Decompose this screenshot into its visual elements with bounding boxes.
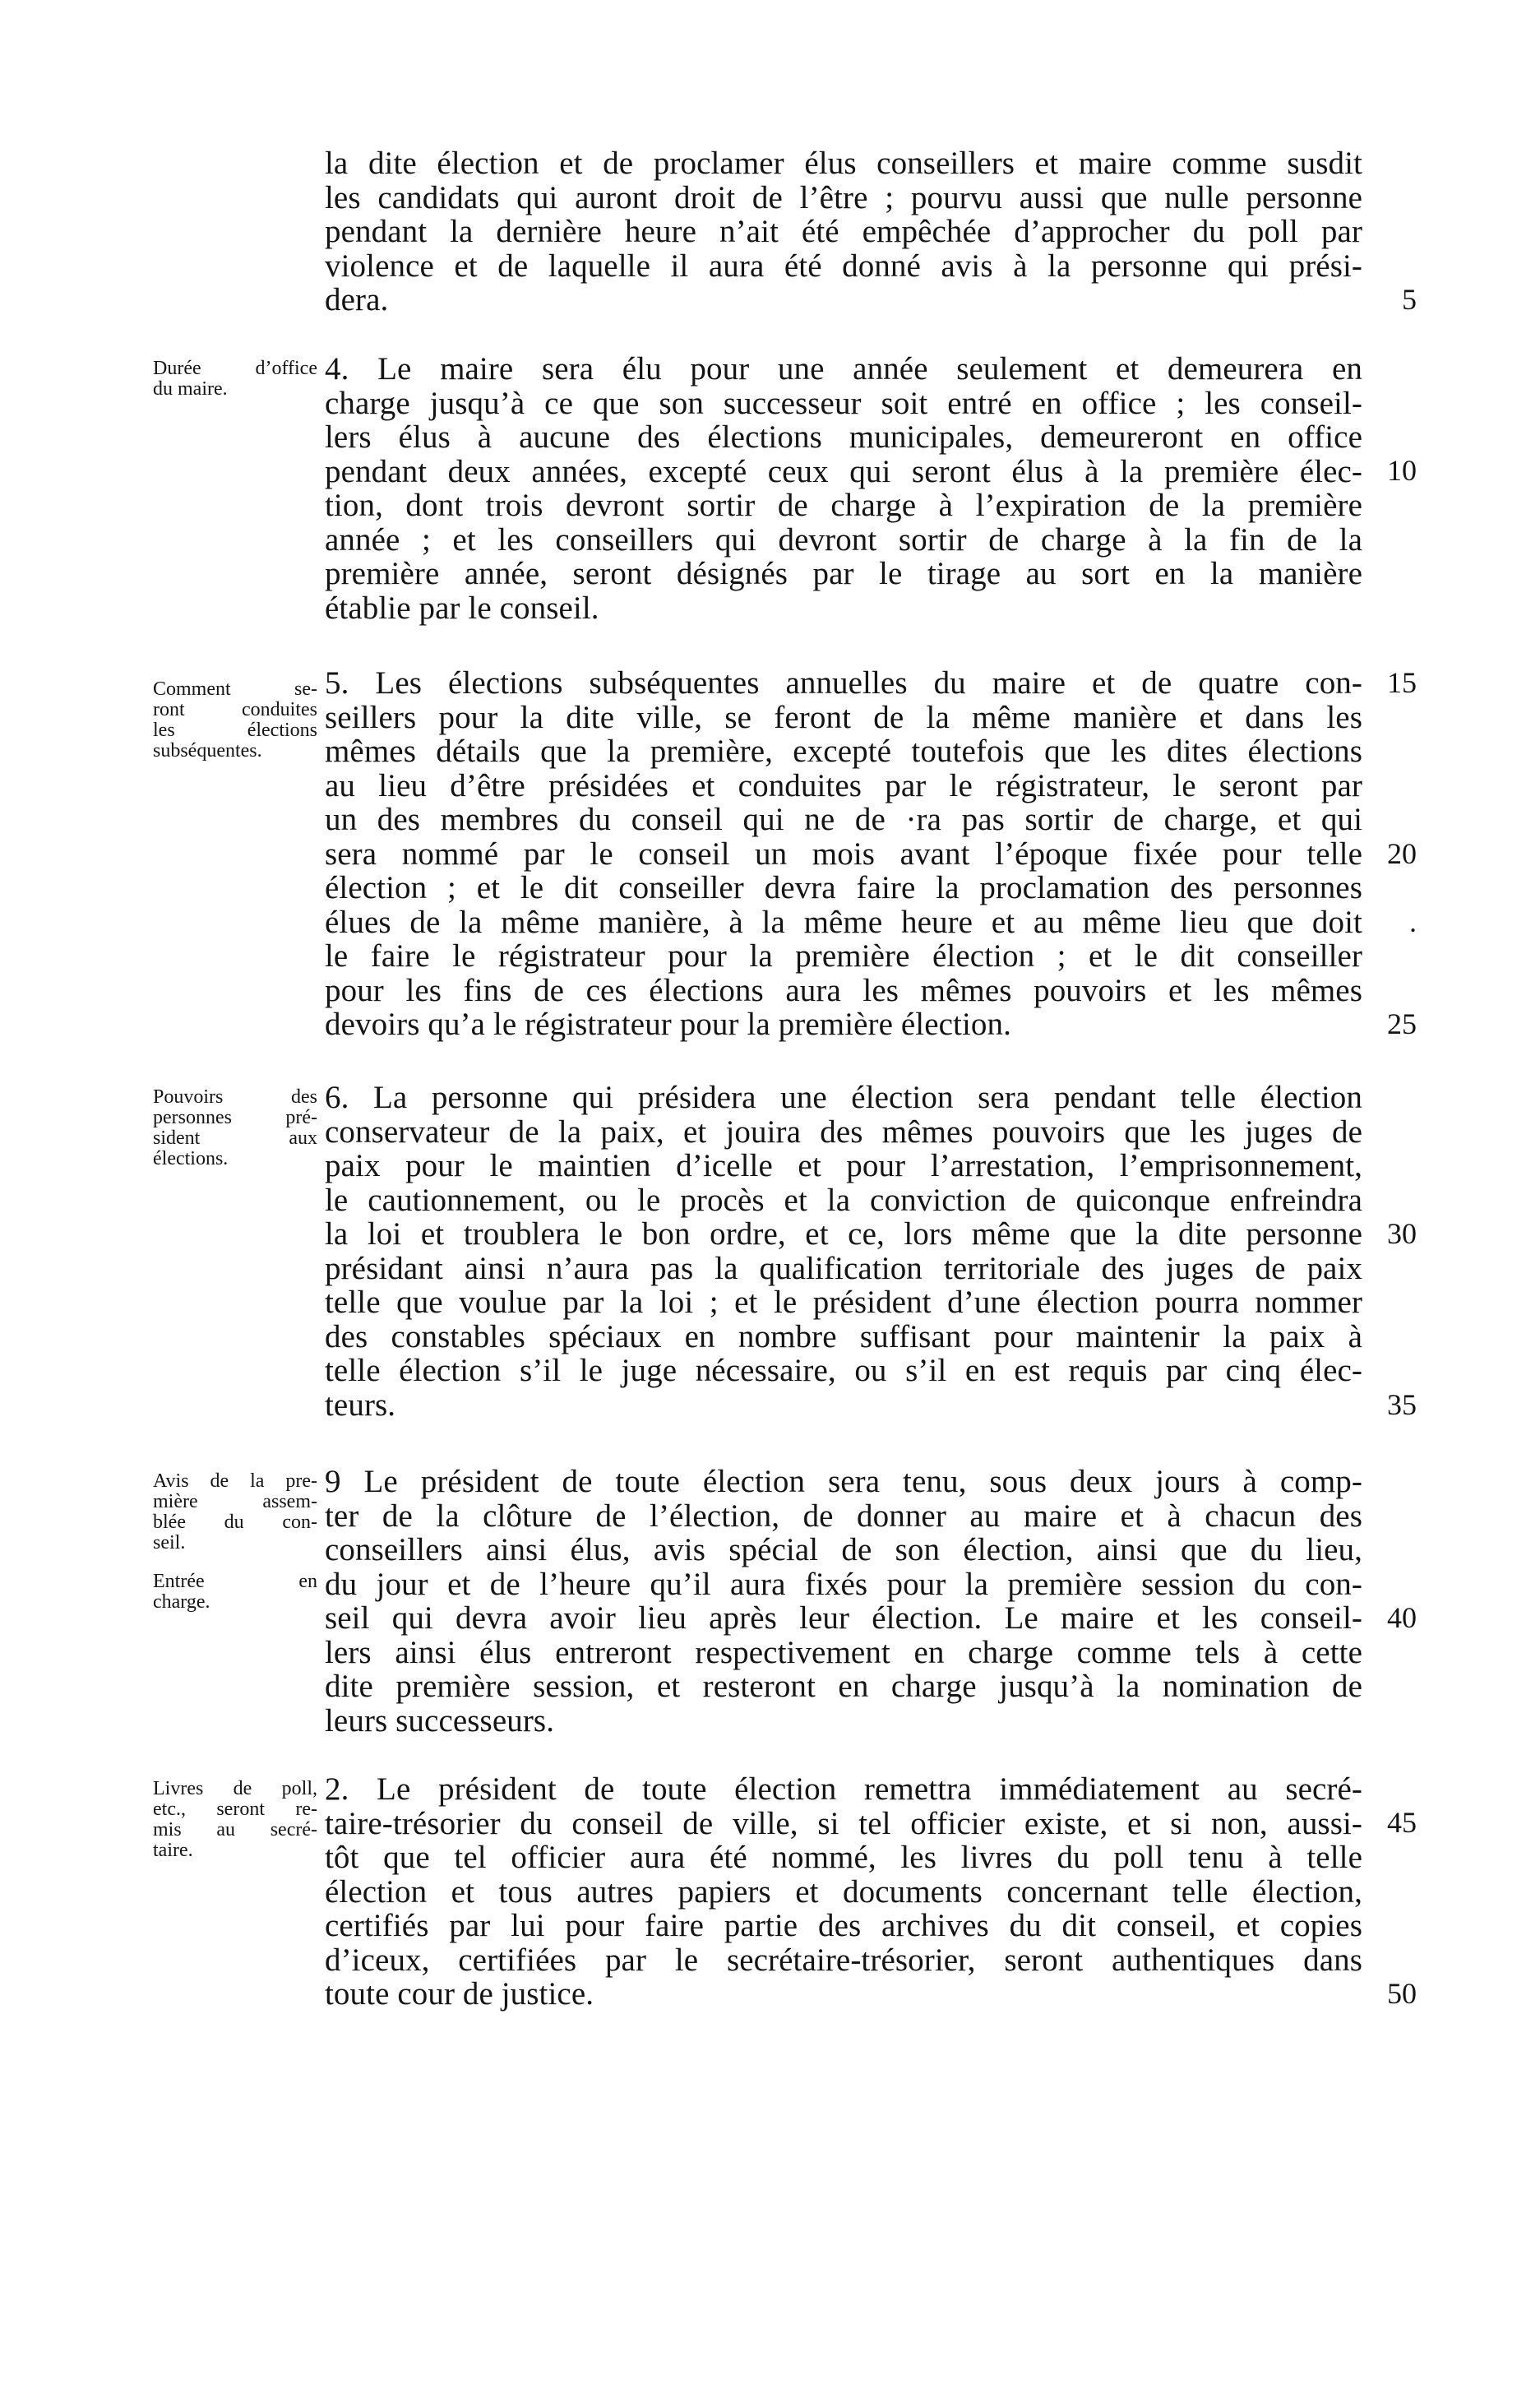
margin-note-line: etc., seront re- bbox=[153, 1799, 317, 1820]
text-line: tion, dont trois devront sortir de charge à l’expiration de la première bbox=[325, 488, 1362, 523]
margin-note-line: sident aux bbox=[153, 1127, 317, 1149]
text-line: d’iceux, certifiées par le secrétaire-trésorier, seront authentiques dans bbox=[325, 1942, 1362, 1978]
margin-note-line: mière assem- bbox=[153, 1491, 317, 1512]
text-line: devoirs qu’a le régistrateur pour la première élection. bbox=[325, 1007, 1011, 1042]
text-line: le faire le régistrateur pour la première élection ; et le dit conseiller bbox=[325, 938, 1362, 974]
text-line: conseillers ainsi élus, avis spécial de son élection, ainsi que du lieu, bbox=[325, 1532, 1362, 1567]
margin-note bbox=[153, 359, 317, 400]
margin-note-line: Pouvoirs des bbox=[153, 1086, 317, 1108]
line-number: 50 bbox=[1387, 1977, 1417, 2010]
line-number: 40 bbox=[1387, 1601, 1417, 1634]
text-line: élues de la même manière, à la même heure et au même lieu que doit bbox=[325, 904, 1362, 940]
margin-note-line: les élections bbox=[153, 720, 317, 741]
text-line: élection et tous autres papiers et documents concernant telle élection, bbox=[325, 1873, 1362, 1910]
text-line: 6. La personne qui présidera une élection sera pendant telle élection bbox=[325, 1080, 1362, 1115]
text-line: pour les fins de ces élections aura les mêmes pouvoirs et les mêmes bbox=[325, 972, 1362, 1008]
text-line: année ; et les conseillers qui devront sortir de charge à la fin de la bbox=[325, 521, 1362, 558]
paragraph-text bbox=[325, 666, 1362, 1042]
margin-note-line: ront conduites bbox=[153, 699, 317, 720]
text-line: seillers pour la dite ville, se feront de la même manière et dans les bbox=[325, 699, 1362, 735]
paragraph-text bbox=[325, 1465, 1362, 1738]
line-number: 25 bbox=[1387, 1007, 1417, 1040]
text-line: le cautionnement, ou le procès et la conviction de quiconque enfreindra bbox=[325, 1182, 1362, 1218]
text-line: seil qui devra avoir lieu après leur élection. Le maire et les conseil- bbox=[325, 1600, 1362, 1636]
text-line: mêmes détails que la première, excepté toutefois que les dites élections bbox=[325, 734, 1362, 769]
text-line: 2. Le président de toute élection remettra immédiatement au secré- bbox=[325, 1771, 1362, 1807]
text-line: lers élus à aucune des élections municipales, demeureront en office bbox=[325, 419, 1362, 455]
margin-note-line: Livres de poll, bbox=[153, 1778, 317, 1799]
margin-note-line: du maire. bbox=[153, 378, 228, 400]
line-number: 45 bbox=[1387, 1806, 1417, 1839]
text-line: dera. bbox=[325, 282, 389, 317]
text-line: leurs successeurs. bbox=[325, 1702, 555, 1739]
text-line: un des membres du conseil qui ne de ·ra pas sortir de charge, et qui bbox=[325, 802, 1362, 837]
text-line: 4. Le maire sera élu pour une année seulement et demeurera en bbox=[325, 351, 1362, 387]
text-line: présidant ainsi n’aura pas la qualification territoriale des juges de paix bbox=[325, 1250, 1362, 1286]
text-line: du jour et de l’heure qu’il aura fixés pour la première session du con- bbox=[325, 1566, 1362, 1602]
text-line: sera nommé par le conseil un mois avant l’époque fixée pour telle bbox=[325, 836, 1362, 872]
text-line: taire-trésorier du conseil de ville, si tel officier existe, et si non, aussi- bbox=[325, 1805, 1362, 1841]
margin-note-line: Durée d’office bbox=[153, 358, 317, 379]
paragraph-text bbox=[325, 146, 1362, 317]
text-line: des constables spéciaux en nombre suffisant pour maintenir la paix à bbox=[325, 1318, 1362, 1354]
text-line: pendant la dernière heure n’ait été empêchée d’approcher du poll par bbox=[325, 214, 1362, 249]
text-line: ter de la clôture de l’élection, de donner au maire et à chacun des bbox=[325, 1498, 1362, 1534]
line-number: 10 bbox=[1387, 454, 1417, 487]
text-line: toute cour de justice. bbox=[325, 1976, 594, 2012]
margin-note-line: charge. bbox=[153, 1591, 210, 1613]
paragraph-text bbox=[325, 1772, 1362, 2012]
text-line: la dite élection et de proclamer élus conseillers et maire comme susdit bbox=[325, 146, 1362, 181]
text-line: paix pour le maintien d’icelle et pour l’arrestation, l’emprisonnement, bbox=[325, 1148, 1362, 1183]
margin-note-line: Entrée en bbox=[153, 1571, 317, 1592]
margin-note bbox=[153, 1779, 317, 1861]
text-line: pendant deux années, excepté ceux qui seront élus à la première élec- bbox=[325, 453, 1362, 489]
margin-note-line: personnes pré- bbox=[153, 1107, 317, 1128]
margin-note-line: subséquentes. bbox=[153, 740, 262, 762]
text-line: élection ; et le dit conseiller devra faire la proclamation des personnes bbox=[325, 870, 1362, 905]
line-number: 5 bbox=[1402, 283, 1417, 316]
margin-note-line: Comment se- bbox=[153, 678, 317, 700]
text-line: teurs. bbox=[325, 1387, 396, 1423]
line-number: 20 bbox=[1387, 837, 1417, 870]
text-line: la loi et troublera le bon ordre, et ce, lors même que la dite personne bbox=[325, 1216, 1362, 1252]
paragraph-text bbox=[325, 352, 1362, 625]
text-line: telle que voulue par la loi ; et le président d’une élection pourra nommer bbox=[325, 1285, 1362, 1320]
line-number: 15 bbox=[1387, 666, 1417, 699]
text-line: certifiés par lui pour faire partie des archives du dit conseil, et copies bbox=[325, 1908, 1362, 1943]
text-line: telle élection s’il le juge nécessaire, ou s’il en est requis par cinq élec- bbox=[325, 1353, 1362, 1388]
margin-note-line: seil. bbox=[153, 1532, 186, 1553]
text-line: 5. Les élections subséquentes annuelles du maire et de quatre con- bbox=[325, 665, 1362, 701]
margin-note bbox=[153, 679, 317, 762]
margin-note bbox=[153, 1087, 317, 1169]
line-number: . bbox=[1409, 905, 1417, 938]
text-line: violence et de laquelle il aura été donné avis à la personne qui prési- bbox=[325, 248, 1362, 284]
margin-note-secondary bbox=[153, 1572, 317, 1613]
text-line: lers ainsi élus entreront respectivement en charge comme tels à cette bbox=[325, 1634, 1362, 1670]
text-line: les candidats qui auront droit de l’être ; pourvu aussi que nulle personne bbox=[325, 179, 1362, 215]
margin-note-line: mis au secré- bbox=[153, 1819, 317, 1840]
margin-note bbox=[153, 1471, 317, 1613]
text-line: tôt que tel officier aura été nommé, les livres du poll tenu à telle bbox=[325, 1840, 1362, 1875]
margin-note-line: blée du con- bbox=[153, 1512, 317, 1533]
text-line: conservateur de la paix, et jouira des mêmes pouvoirs que les juges de bbox=[325, 1113, 1362, 1150]
text-line: charge jusqu’à ce que son successeur soit entré en office ; les conseil- bbox=[325, 385, 1362, 421]
text-line: au lieu d’être présidées et conduites par le régistrateur, le seront par bbox=[325, 767, 1362, 803]
text-line: première année, seront désignés par le tirage au sort en la manière bbox=[325, 556, 1362, 591]
text-line: dite première session, et resteront en charge jusqu’à la nomination de bbox=[325, 1669, 1362, 1704]
line-number: 30 bbox=[1387, 1217, 1417, 1250]
margin-note-line: taire. bbox=[153, 1840, 193, 1861]
line-number: 35 bbox=[1387, 1388, 1417, 1421]
text-line: 9 Le président de toute élection sera tenu, sous deux jours à comp- bbox=[325, 1464, 1362, 1499]
margin-note-line: élections. bbox=[153, 1148, 229, 1169]
paragraph-text bbox=[325, 1081, 1362, 1422]
margin-note-line: Avis de la pre- bbox=[153, 1470, 317, 1492]
text-line: établie par le conseil. bbox=[325, 590, 599, 626]
